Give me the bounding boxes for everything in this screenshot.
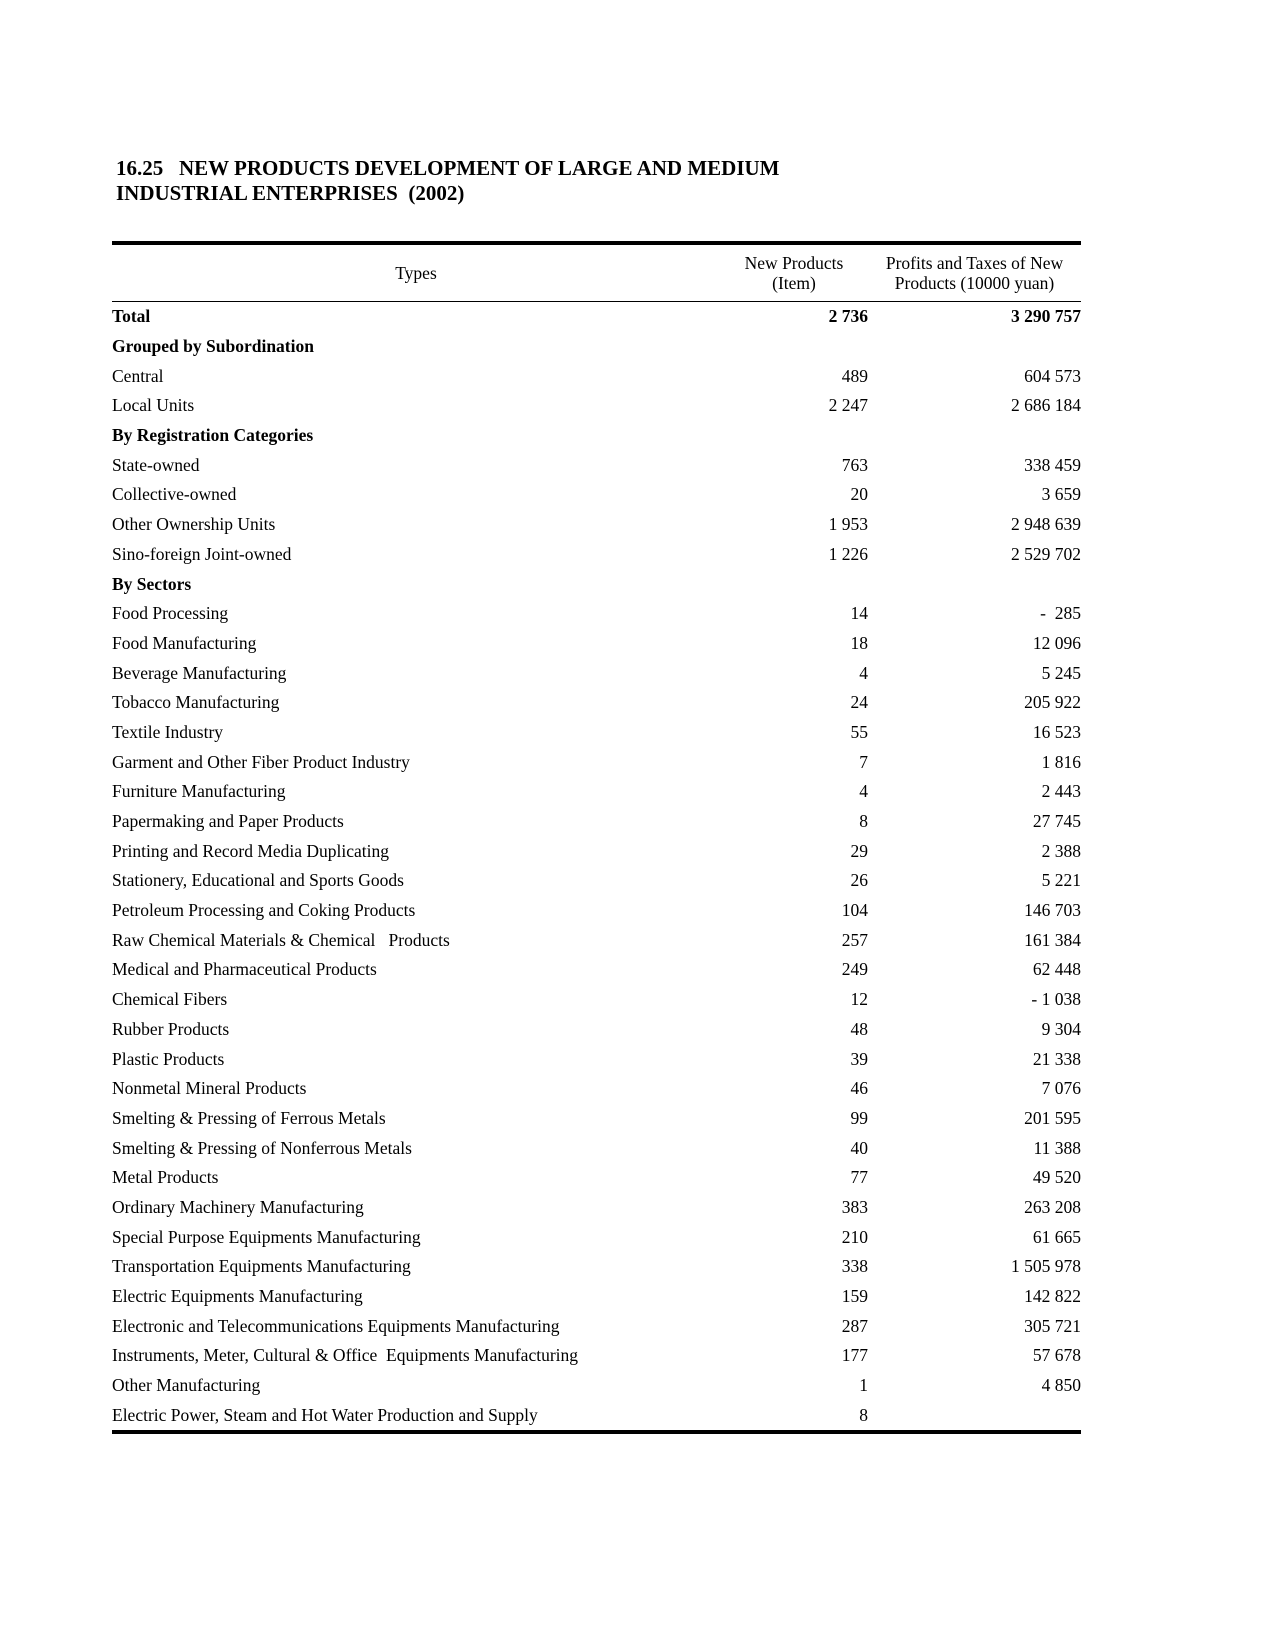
table-header: [112, 243, 1081, 302]
row-label: Other Manufacturing: [112, 1375, 261, 1396]
title-line-2: INDUSTRIAL ENTERPRISES (2002): [116, 181, 465, 205]
row-new-products: 4: [859, 662, 868, 683]
row-profits-taxes: 161 384: [1024, 929, 1081, 950]
row-new-products: 29: [850, 840, 868, 861]
row-new-products: 26: [850, 870, 868, 891]
row-profits-taxes: 1 505 978: [1011, 1256, 1081, 1277]
row-label: Chemical Fibers: [112, 989, 228, 1010]
table-row: [112, 1104, 1081, 1134]
row-new-products: 20: [850, 484, 868, 505]
row-new-products: 1 953: [828, 514, 868, 535]
row-new-products: 338: [841, 1256, 868, 1277]
table-row: [112, 361, 1081, 391]
table-row: [112, 1400, 1081, 1432]
row-profits-taxes: 16 523: [1032, 721, 1081, 742]
table-row: [112, 569, 1081, 599]
row-label: Central: [112, 365, 164, 386]
row-new-products: [720, 332, 868, 362]
row-profits-taxes: [868, 569, 1081, 599]
row-new-products: 249: [841, 959, 868, 980]
row-profits-taxes: 27 745: [1032, 811, 1081, 832]
row-label: Stationery, Educational and Sports Goods: [112, 870, 404, 891]
table-row: [112, 1252, 1081, 1282]
row-label: Garment and Other Fiber Product Industry: [112, 751, 410, 772]
row-profits-taxes: [868, 1400, 1081, 1432]
row-label: Petroleum Processing and Coking Products: [112, 900, 416, 921]
table-row: [112, 421, 1081, 451]
row-profits-taxes: 338 459: [1024, 454, 1081, 475]
row-new-products: 18: [850, 632, 868, 653]
row-label: Total: [112, 306, 151, 327]
row-new-products: 489: [841, 365, 868, 386]
table-row: [112, 688, 1081, 718]
row-new-products: 48: [850, 1018, 868, 1039]
header-new-products-line-2: (Item): [772, 273, 816, 293]
header-row: [112, 243, 1081, 302]
row-profits-taxes: 2 686 184: [1011, 395, 1081, 416]
table-row: [112, 955, 1081, 985]
row-new-products: 177: [841, 1345, 868, 1366]
row-new-products: [720, 421, 868, 451]
row-label: Furniture Manufacturing: [112, 781, 286, 802]
row-label: Grouped by Subordination: [112, 336, 314, 357]
row-new-products: 2 247: [828, 395, 868, 416]
row-label: Tobacco Manufacturing: [112, 692, 280, 713]
table-row: [112, 332, 1081, 362]
row-profits-taxes: 205 922: [1024, 692, 1081, 713]
row-label: Local Units: [112, 395, 195, 416]
row-new-products: 159: [841, 1286, 868, 1307]
table-row: [112, 718, 1081, 748]
row-label: Smelting & Pressing of Nonferrous Metals: [112, 1137, 412, 1158]
row-label: Plastic Products: [112, 1048, 225, 1069]
row-profits-taxes: - 285: [1040, 603, 1081, 624]
new-products-table: [112, 241, 1081, 1434]
row-new-products: 4: [859, 781, 868, 802]
table-row: [112, 1371, 1081, 1401]
row-new-products: 55: [850, 721, 868, 742]
table-row: [112, 1163, 1081, 1193]
table-row: [112, 1074, 1081, 1104]
row-profits-taxes: 21 338: [1032, 1048, 1081, 1069]
row-new-products: 39: [850, 1048, 868, 1069]
row-profits-taxes: 57 678: [1032, 1345, 1081, 1366]
row-profits-taxes: 7 076: [1041, 1078, 1081, 1099]
header-new-products-line-1: New Products: [744, 253, 844, 273]
row-profits-taxes: 5 221: [1041, 870, 1081, 891]
row-profits-taxes: [868, 332, 1081, 362]
row-profits-taxes: 9 304: [1041, 1018, 1081, 1039]
row-new-products: 7: [859, 751, 868, 772]
row-label: Rubber Products: [112, 1018, 230, 1039]
header-types: Types: [395, 263, 437, 283]
table-row: [112, 1044, 1081, 1074]
row-new-products: 383: [841, 1196, 868, 1217]
row-profits-taxes: 3 659: [1041, 484, 1081, 505]
row-profits-taxes: 1 816: [1041, 751, 1081, 772]
row-label: By Registration Categories: [112, 425, 314, 446]
title-line-1: 16.25 NEW PRODUCTS DEVELOPMENT OF LARGE AND MEDIUM: [116, 156, 780, 180]
row-profits-taxes: - 1 038: [1031, 989, 1081, 1010]
row-label: Raw Chemical Materials & Chemical Products: [112, 929, 450, 950]
table-row: [112, 1133, 1081, 1163]
header-new-products: [720, 243, 868, 302]
row-profits-taxes: 2 948 639: [1011, 514, 1081, 535]
table-row: [112, 1282, 1081, 1312]
table-row: [112, 1341, 1081, 1371]
row-profits-taxes: 3 290 757: [1011, 306, 1081, 327]
row-profits-taxes: 604 573: [1024, 365, 1081, 386]
row-new-products: 1 226: [828, 543, 868, 564]
table-row: [112, 985, 1081, 1015]
row-new-products: 46: [850, 1078, 868, 1099]
row-new-products: 12: [850, 989, 868, 1010]
row-profits-taxes: [868, 421, 1081, 451]
row-new-products: 257: [841, 929, 868, 950]
row-new-products: 104: [841, 900, 868, 921]
row-label: Collective-owned: [112, 484, 237, 505]
row-profits-taxes: 146 703: [1024, 900, 1081, 921]
table-row: [112, 629, 1081, 659]
row-profits-taxes: 62 448: [1032, 959, 1081, 980]
table-row: [112, 866, 1081, 896]
row-label: Instruments, Meter, Cultural & Office Equipments Manufacturing: [112, 1345, 579, 1366]
table-row: [112, 540, 1081, 570]
row-profits-taxes: 142 822: [1024, 1286, 1081, 1307]
row-label: Sino-foreign Joint-owned: [112, 543, 292, 564]
row-label: Medical and Pharmaceutical Products: [112, 959, 377, 980]
table-row: [112, 777, 1081, 807]
table-row: [112, 925, 1081, 955]
row-new-products: 24: [850, 692, 868, 713]
row-label: Electric Equipments Manufacturing: [112, 1286, 363, 1307]
row-new-products: 287: [841, 1315, 868, 1336]
row-new-products: 99: [850, 1107, 868, 1128]
table-body: [112, 302, 1081, 1433]
header-profits-line-1: Profits and Taxes of New: [885, 253, 1064, 273]
row-label: Papermaking and Paper Products: [112, 811, 344, 832]
row-new-products: 8: [859, 811, 868, 832]
row-profits-taxes: 5 245: [1041, 662, 1081, 683]
table-row: [112, 599, 1081, 629]
row-new-products: 14: [850, 603, 868, 624]
row-label: By Sectors: [112, 573, 192, 594]
row-profits-taxes: 263 208: [1024, 1196, 1081, 1217]
row-new-products: 77: [850, 1167, 868, 1188]
header-profits-taxes: [868, 243, 1081, 302]
row-label: Transportation Equipments Manufacturing: [112, 1256, 411, 1277]
row-profits-taxes: 2 443: [1041, 781, 1081, 802]
row-profits-taxes: 49 520: [1032, 1167, 1081, 1188]
row-profits-taxes: 201 595: [1024, 1107, 1081, 1128]
row-profits-taxes: 2 388: [1041, 840, 1081, 861]
row-label: Food Manufacturing: [112, 632, 257, 653]
row-new-products: 763: [841, 454, 868, 475]
table-row: [112, 1311, 1081, 1341]
row-label: Beverage Manufacturing: [112, 662, 287, 683]
header-profits-line-2: Products (10000 yuan): [894, 273, 1055, 293]
row-new-products: [720, 569, 868, 599]
page-title: [116, 156, 780, 206]
row-new-products: 1: [859, 1375, 868, 1396]
table-row: [112, 1193, 1081, 1223]
row-profits-taxes: 2 529 702: [1011, 543, 1081, 564]
row-profits-taxes: 61 665: [1032, 1226, 1081, 1247]
row-new-products: 40: [850, 1137, 868, 1158]
row-new-products: 2 736: [828, 306, 868, 327]
table-row: [112, 302, 1081, 332]
row-new-products: 8: [859, 1404, 868, 1425]
table-row: [112, 510, 1081, 540]
row-profits-taxes: 12 096: [1032, 632, 1081, 653]
row-label: Other Ownership Units: [112, 514, 276, 535]
row-new-products: 210: [841, 1226, 868, 1247]
table-row: [112, 836, 1081, 866]
row-label: Ordinary Machinery Manufacturing: [112, 1196, 364, 1217]
table-row: [112, 747, 1081, 777]
table-row: [112, 1015, 1081, 1045]
row-label: State-owned: [112, 454, 200, 475]
table-row: [112, 658, 1081, 688]
table-row: [112, 450, 1081, 480]
row-label: Nonmetal Mineral Products: [112, 1078, 307, 1099]
table-row: [112, 480, 1081, 510]
table-row: [112, 391, 1081, 421]
table-row: [112, 1222, 1081, 1252]
row-label: Printing and Record Media Duplicating: [112, 840, 390, 861]
row-label: Electronic and Telecommunications Equipments Manufacturing: [112, 1315, 560, 1336]
row-label: Food Processing: [112, 603, 229, 624]
row-label: Textile Industry: [112, 721, 224, 742]
row-label: Smelting & Pressing of Ferrous Metals: [112, 1107, 386, 1128]
row-label: Electric Power, Steam and Hot Water Production and Supply: [112, 1404, 538, 1425]
table-row: [112, 807, 1081, 837]
row-profits-taxes: 4 850: [1041, 1375, 1081, 1396]
row-profits-taxes: 305 721: [1024, 1315, 1081, 1336]
row-label: Special Purpose Equipments Manufacturing: [112, 1226, 421, 1247]
table-row: [112, 896, 1081, 926]
row-profits-taxes: 11 388: [1033, 1137, 1081, 1158]
row-label: Metal Products: [112, 1167, 219, 1188]
